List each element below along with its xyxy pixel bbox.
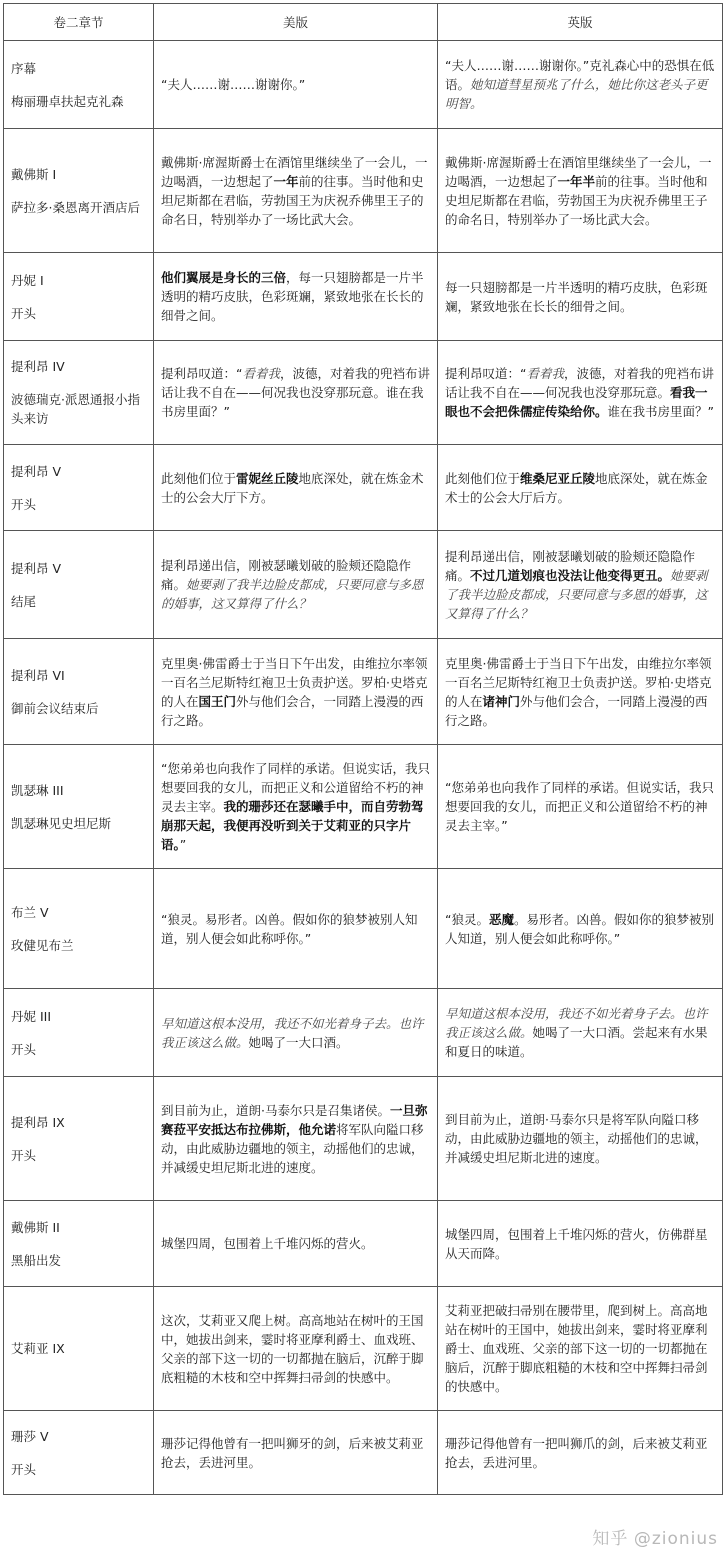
chapter-section: 开头 [11, 1461, 37, 1477]
text-segment: 珊莎记得他曾有一把叫狮牙的剑，后来被艾莉亚抢去，丢进河里。 [161, 1435, 424, 1470]
uk-edition-cell [438, 1077, 723, 1201]
text-segment: 城堡四周，包围着上千堆闪烁的营火。 [161, 1236, 374, 1251]
watermark-user: @zionius [633, 1529, 718, 1549]
table-row [4, 1201, 723, 1287]
table-row [4, 989, 723, 1077]
text-segment: 此刻他们位于 [445, 470, 521, 486]
text-segment: 谁在我书房里面？” [607, 404, 714, 419]
chapter-name: 布兰 V [11, 904, 49, 920]
chapter-name: 戴佛斯 I [11, 166, 57, 182]
text-segment: 提利昂递出信，刚被瑟曦划破的脸颊还隐隐作痛。 [161, 558, 412, 592]
chapter-name: 提利昂 IV [11, 359, 65, 374]
uk-edition-text [445, 153, 715, 229]
us-edition-cell [154, 1077, 438, 1201]
chapter-name: 艾莉亚 IX [11, 1341, 65, 1356]
uk-edition-text [445, 547, 715, 623]
table-body [4, 41, 723, 1495]
us-edition-cell [154, 1287, 438, 1411]
bold-difference: 诸神门 [482, 693, 521, 709]
us-edition-text [161, 1101, 430, 1177]
uk-edition-text [445, 910, 715, 948]
bold-difference: 一年半 [557, 173, 596, 189]
text-segment: “夫人……谢……谢谢你。” [161, 77, 306, 92]
chapter-cell [4, 1411, 154, 1495]
table-row [4, 1287, 723, 1411]
us-edition-text [161, 759, 430, 854]
text-segment: 提利昂递出信，刚被瑟曦划破的脸颊还隐隐作痛。 [445, 548, 696, 583]
uk-edition-cell [438, 869, 723, 989]
text-segment: 到目前为止，道朗·马泰尔只是召集诸侯。 [161, 1102, 390, 1118]
italic-thought: 她要剥了我半边脸皮都成，只要同意与多恩的婚事，这又算得了什么？ [445, 567, 708, 621]
text-segment: ” [179, 837, 187, 852]
us-edition-text [161, 268, 430, 325]
uk-edition-text [445, 1004, 715, 1061]
chapter-cell [4, 639, 154, 745]
chapter-cell [4, 445, 154, 531]
uk-edition-text [445, 1225, 715, 1263]
header-us-edition: 美版 [154, 4, 438, 41]
text-segment: 艾莉亚把破扫帚别在腰带里，爬到树上。高高地站在树叶的王国中，她拔出剑来，霎时将亚摩利爵士、血戏班、父亲的部下这一切的一切都抛在脑后，沉醉于脚底粗糙的木枝和空中挥舞扫帚剑的快感中。 [445, 1303, 708, 1394]
text-segment: 这次，艾莉亚又爬上树。高高地站在树叶的王国中，她拔出剑来，霎时将亚摩利爵士、血戏班、父亲的部下这一切的一切都抛在脑后，沉醉于脚底粗糙的木枝和空中挥舞扫帚剑的快感中。 [161, 1312, 424, 1385]
text-segment: ，每一只翅膀都是一片半透明的精巧皮肤，色彩斑斓，紧致地张在长长的细骨之间。 [161, 270, 424, 323]
uk-edition-cell [438, 639, 723, 745]
text-segment: 到目前为止，道朗·马泰尔只是将军队向隘口移动，由此威胁边疆地的领主，动摇他们的忠诚，并减缓史坦尼斯北进的速度。 [445, 1112, 708, 1165]
table-row [4, 745, 723, 869]
uk-edition-text [445, 654, 715, 730]
table-row [4, 253, 723, 341]
us-edition-text [161, 1234, 430, 1253]
chapter-section: 御前会议结束后 [11, 700, 99, 716]
uk-edition-cell [438, 445, 723, 531]
chapter-name: 提利昂 V [11, 463, 62, 479]
uk-edition-text [445, 1110, 715, 1167]
text-segment: “狼灵。易形者。凶兽。假如你的狼梦被别人知道，别人便会如此称呼你。” [161, 911, 418, 946]
us-edition-cell [154, 745, 438, 869]
us-edition-text [161, 910, 430, 948]
italic-thought: 早知道这根本没用，我还不如光着身子去。也许我正该这么做。 [161, 1015, 424, 1050]
text-segment: ，波德，对着我的兜裆布讲话让我不自在——何况我也没穿那玩意。谁在我书房里面？” [161, 366, 431, 419]
uk-edition-text [445, 364, 715, 421]
chapter-cell [4, 41, 154, 129]
italic-thought: 看着我 [526, 366, 564, 381]
text-segment: 。易形者。凶兽。假如你的狼梦被别人知道，别人便会如此称呼你。” [445, 911, 715, 946]
bold-difference: 维桑尼亚丘陵 [520, 470, 596, 486]
us-edition-text [161, 153, 430, 229]
chapter-section: 波德瑞克·派恩通报小指头来访 [11, 392, 140, 426]
chapter-section: 开头 [11, 496, 37, 512]
us-edition-text [161, 1434, 430, 1472]
text-segment: 前的往事。当时他和史坦尼斯都在君临，劳勃国王为庆祝乔佛里王子的命名日，特别举办了一场比武大会。 [445, 173, 708, 227]
uk-edition-text [445, 469, 715, 507]
text-segment: “夫人……谢……谢谢你。”克礼森心中的恐惧在低语。 [445, 58, 715, 92]
chapter-cell [4, 989, 154, 1077]
text-segment: 提利昂叹道：“ [445, 366, 527, 381]
us-edition-cell [154, 253, 438, 341]
text-segment: 地底深处，就在炼金术士的公会大厅下方。 [161, 470, 424, 505]
text-segment: 外与他们会合，一同踏上漫漫的西行之路。 [445, 693, 708, 728]
us-edition-text [161, 469, 430, 507]
chapter-section: 开头 [11, 305, 37, 321]
us-edition-text [161, 364, 430, 421]
us-edition-cell [154, 1411, 438, 1495]
chapter-cell [4, 745, 154, 869]
chapter-cell [4, 129, 154, 253]
uk-edition-text [445, 56, 715, 113]
text-segment: 此刻他们位于 [161, 470, 237, 486]
table-row [4, 341, 723, 445]
text-segment: 戴佛斯·席渥斯爵士在酒馆里继续坐了一会儿，一边喝酒，一边想起了 [445, 154, 712, 189]
uk-edition-text [445, 278, 715, 316]
chapter-section: 玫健见布兰 [11, 937, 74, 953]
table-row [4, 445, 723, 531]
header-uk-edition: 英版 [438, 4, 723, 41]
us-edition-text [161, 556, 430, 613]
uk-edition-cell [438, 41, 723, 129]
text-segment: “狼灵。 [445, 911, 489, 927]
bold-difference: 他们翼展是身长的三倍 [161, 270, 287, 285]
bold-difference: 恶魔 [488, 911, 514, 927]
chapter-cell [4, 1201, 154, 1287]
uk-edition-cell [438, 989, 723, 1077]
chapter-cell [4, 531, 154, 639]
text-segment: 戴佛斯·席渥斯爵士在酒馆里继续坐了一会儿，一边喝酒，一边想起了 [161, 154, 428, 189]
us-edition-cell [154, 1201, 438, 1287]
chapter-cell [4, 869, 154, 989]
text-segment: 提利昂叹道：“ [161, 366, 243, 381]
chapter-cell [4, 341, 154, 445]
header-row [4, 4, 723, 41]
table-row [4, 1077, 723, 1201]
italic-thought: 早知道这根本没用，我还不如光着身子去。也许我正该这么做。 [445, 1006, 708, 1040]
text-segment: 每一只翅膀都是一片半透明的精巧皮肤，色彩斑斓，紧致地张在长长的细骨之间。 [445, 279, 708, 314]
uk-edition-text [445, 1301, 715, 1396]
watermark-site: 知乎 [592, 1529, 629, 1549]
us-edition-text [161, 1311, 430, 1387]
text-segment: 她喝了一大口酒。 [248, 1034, 349, 1050]
text-segment: 珊莎记得他曾有一把叫狮爪的剑，后来被艾莉亚抢去，丢进河里。 [445, 1435, 708, 1470]
chapter-name: 珊莎 V [11, 1428, 49, 1444]
bold-difference: 一旦弥赛菈平安抵达布拉佛斯，他允诺 [161, 1102, 428, 1137]
text-segment: 她喝了一大口酒。尝起来有水果和夏日的味道。 [445, 1025, 708, 1059]
us-edition-cell [154, 531, 438, 639]
us-edition-cell [154, 41, 438, 129]
text-segment: 前的往事。当时他和史坦尼斯都在君临，劳勃国王为庆祝乔佛里王子的命名日，特别举办了一场比武大会。 [161, 173, 424, 227]
chapter-name: 丹妮 III [11, 1008, 52, 1024]
table-row [4, 869, 723, 989]
uk-edition-text [445, 778, 715, 835]
chapter-name: 提利昂 VI [11, 667, 65, 683]
chapter-section: 结尾 [11, 593, 37, 609]
uk-edition-cell [438, 129, 723, 253]
text-segment: 地底深处，就在炼金术士的公会大厅后方。 [445, 470, 708, 505]
chapter-name: 丹妮 I [11, 272, 44, 288]
text-segment: 外与他们会合，一同踏上漫漫的西行之路。 [161, 693, 424, 728]
bold-difference: 我的珊莎还在瑟曦手中，而自劳勃驾崩那天起，我便再没听到关于艾莉亚的只字片语。 [161, 799, 424, 852]
chapter-cell [4, 1287, 154, 1411]
uk-edition-cell [438, 531, 723, 639]
us-edition-cell [154, 639, 438, 745]
italic-thought: 她知道彗星预兆了什么，她比你这老头子更明智。 [445, 77, 708, 111]
uk-edition-cell [438, 1287, 723, 1411]
us-edition-text [161, 654, 430, 730]
text-segment: 克里奥·佛雷爵士于当日下午出发，由维拉尔率领一百名兰尼斯特红袍卫士负责护送。罗柏·史塔克的人在 [445, 655, 712, 709]
chapter-section: 萨拉多·桑恩离开酒店后 [11, 199, 140, 215]
chapter-cell [4, 253, 154, 341]
bold-difference: 雷妮丝丘陵 [236, 470, 299, 486]
chapter-section: 开头 [11, 1147, 37, 1163]
italic-thought: 看着我 [242, 366, 280, 381]
text-segment: 克里奥·佛雷爵士于当日下午出发，由维拉尔率领一百名兰尼斯特红袍卫士负责护送。罗柏·史塔克的人在 [161, 655, 428, 709]
watermark [0, 1522, 718, 1556]
chapter-name: 凯瑟琳 III [11, 782, 64, 798]
us-edition-cell [154, 989, 438, 1077]
text-segment: “您弟弟也向我作了同样的承诺。但说实话，我只想要回我的女儿，而把正义和公道留给不朽的神灵去主宰。” [445, 780, 714, 833]
us-edition-cell [154, 869, 438, 989]
chapter-section: 梅丽珊卓扶起克礼森 [11, 93, 124, 109]
uk-edition-cell [438, 341, 723, 445]
table-row [4, 1411, 723, 1495]
chapter-cell [4, 1077, 154, 1201]
text-segment: “您弟弟也向我作了同样的承诺。但说实话，我只想要回我的女儿，而把正义和公道留给不朽的神灵去主宰。 [161, 761, 430, 814]
chapter-name: 提利昂 V [11, 560, 62, 576]
bold-difference: 国王门 [198, 693, 237, 709]
us-edition-cell [154, 129, 438, 253]
uk-edition-cell [438, 253, 723, 341]
bold-difference: 一年 [273, 173, 299, 189]
table-row [4, 639, 723, 745]
italic-thought: 她要剥了我半边脸皮都成，只要同意与多恩的婚事，这又算得了什么？ [161, 577, 424, 611]
us-edition-text [161, 75, 430, 94]
table-row [4, 129, 723, 253]
table-row [4, 41, 723, 129]
us-edition-cell [154, 445, 438, 531]
us-edition-text [161, 1014, 430, 1052]
chapter-name: 序幕 [11, 60, 37, 76]
bold-difference: 不过几道划痕也没法让他变得更丑。 [470, 567, 671, 583]
chapter-section: 开头 [11, 1041, 37, 1057]
header-chapter: 卷二章节 [4, 4, 154, 41]
comparison-table [3, 3, 723, 1495]
text-segment: 城堡四周，包围着上千堆闪烁的营火，仿佛群星从天而降。 [445, 1226, 708, 1261]
table-row [4, 531, 723, 639]
bold-difference: 看我一眼也不会把侏儒症传染给你。 [445, 385, 708, 419]
chapter-name: 提利昂 IX [11, 1114, 65, 1130]
text-segment: ，波德，对着我的兜裆布讲话让我不自在——何况我也没穿那玩意。 [445, 366, 715, 400]
uk-edition-text [445, 1434, 715, 1472]
chapter-section: 黑船出发 [11, 1252, 62, 1268]
text-segment: 将军队向隘口移动，由此威胁边疆地的领主，动摇他们的忠诚，并减缓史坦尼斯北进的速度。 [161, 1121, 424, 1175]
uk-edition-cell [438, 745, 723, 869]
chapter-section: 凯瑟琳见史坦尼斯 [11, 815, 112, 831]
uk-edition-cell [438, 1411, 723, 1495]
us-edition-cell [154, 341, 438, 445]
uk-edition-cell [438, 1201, 723, 1287]
chapter-name: 戴佛斯 II [11, 1219, 60, 1235]
